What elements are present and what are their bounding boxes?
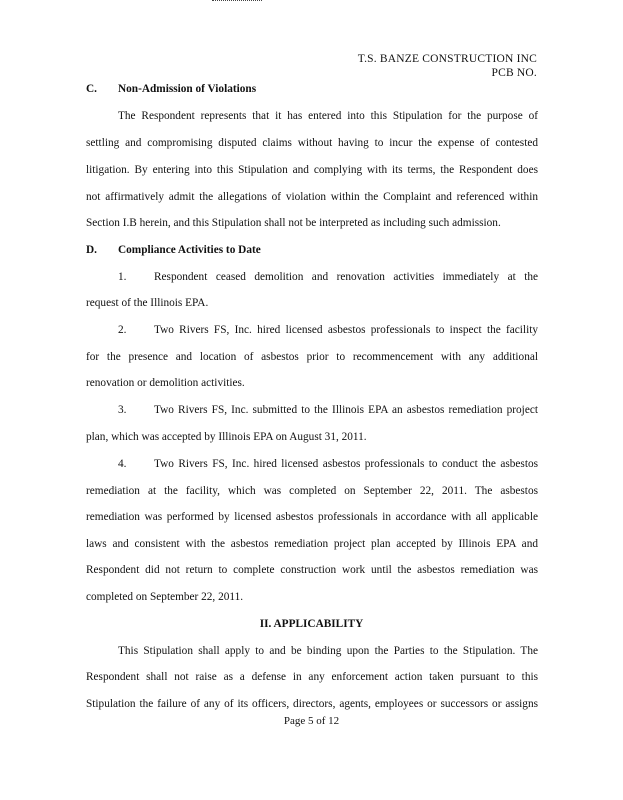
item-3-line-2: plan, which was accepted by Illinois EPA on August 31, 2011. (86, 431, 367, 443)
item-4-number: 4. (118, 458, 127, 470)
section-c-letter: C. (86, 83, 97, 95)
section-c-heading (86, 82, 538, 96)
item-2-number: 2. (118, 324, 127, 336)
item-4-line-5: Respondent did not return to complete construction work until the asbestos remediation was (86, 564, 538, 576)
item-1-line-2: request of the Illinois EPA. (86, 297, 209, 309)
item-1-number: 1. (118, 271, 127, 283)
item-3-line-1: 3. Two Rivers FS, Inc. submitted to the Illinois EPA an asbestos remediation project (118, 404, 538, 416)
header-docket: PCB NO. (491, 67, 537, 79)
section-c-line-4: not affirmatively admit the allegations of violation within the Complaint and referenced within (86, 191, 538, 203)
section-d-letter: D. (86, 244, 97, 256)
header-company: T.S. BANZE CONSTRUCTION INC (357, 53, 537, 65)
section-d-heading (86, 243, 538, 257)
section-ii-line-3: Stipulation the failure of any of its officers, directors, agents, employees or successors or assigns (86, 698, 538, 710)
item-4-line-1: 4. Two Rivers FS, Inc. hired licensed asbestos professionals to conduct the asbestos (118, 458, 538, 470)
item-4-line-3: remediation was performed by licensed asbestos professionals in accordance with all applicable (86, 511, 538, 523)
section-ii-line-2: Respondent shall not raise as a defense in any enforcement action taken pursuant to this (86, 671, 538, 683)
item-4-line-4: laws and consistent with the asbestos remediation project plan accepted by Illinois EPA and (86, 538, 538, 550)
item-4-line-2: remediation at the facility, which was completed on September 22, 2011. The asbestos (86, 485, 538, 497)
section-ii-heading: II. APPLICABILITY (259, 618, 364, 630)
item-2-line-1: 2. Two Rivers FS, Inc. hired licensed asbestos professionals to inspect the facility (118, 324, 538, 336)
scan-edge-mark (212, 0, 262, 4)
section-ii-line-1: This Stipulation shall apply to and be binding upon the Parties to the Stipulation. The (118, 645, 538, 657)
section-c-line-1: The Respondent represents that it has entered into this Stipulation for the purpose of (118, 110, 538, 122)
section-c-title: Non-Admission of Violations (118, 83, 257, 95)
section-c-line-2: settling and compromising disputed claims without having to incur the expense of contested (86, 137, 538, 149)
page-number: Page 5 of 12 (283, 715, 340, 727)
section-d-title: Compliance Activities to Date (118, 244, 261, 256)
item-2-line-3: renovation or demolition activities. (86, 377, 245, 389)
page-header (358, 52, 537, 80)
item-2-line-2: for the presence and location of asbestos prior to recommencement with any additional (86, 351, 538, 363)
item-1-line-1: 1. Respondent ceased demolition and renovation activities immediately at the (118, 271, 538, 283)
section-c-line-3: litigation. By entering into this Stipulation and complying with its terms, the Respondent does (86, 164, 538, 176)
section-c-line-5: Section I.B herein, and this Stipulation shall not be interpreted as including such admission. (86, 217, 501, 229)
item-4-line-6: completed on September 22, 2011. (86, 591, 244, 603)
item-3-number: 3. (118, 404, 127, 416)
